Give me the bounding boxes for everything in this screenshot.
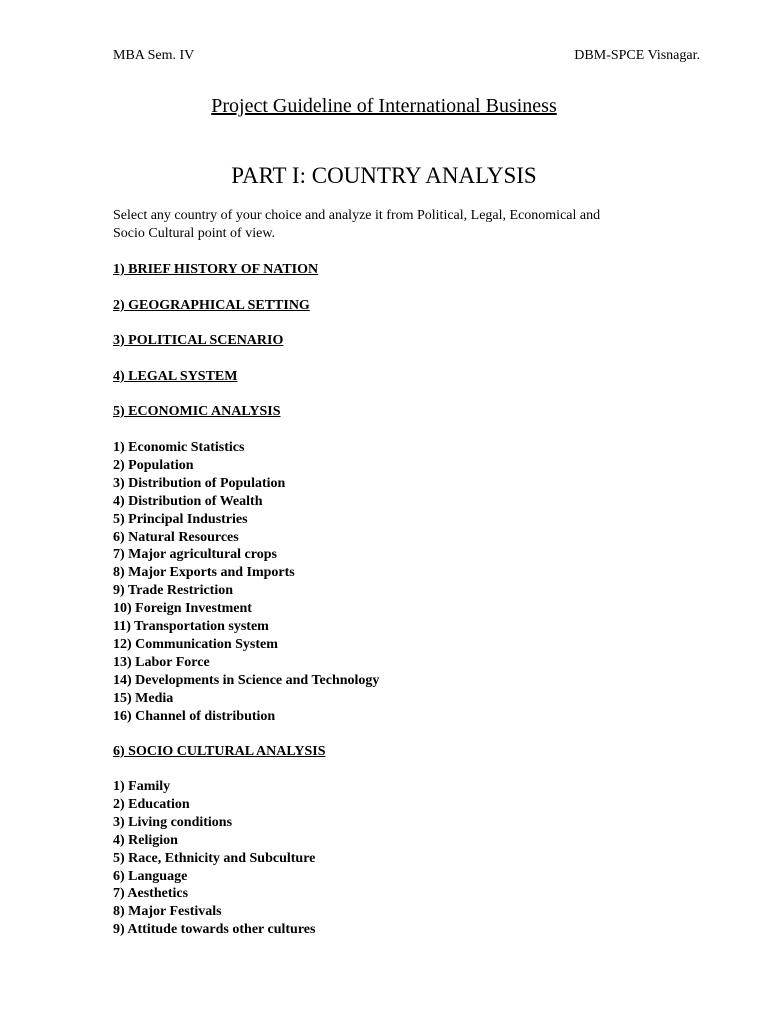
section-heading-legal: 4) LEGAL SYSTEM	[113, 369, 238, 384]
list-item: 4) Distribution of Wealth	[113, 493, 263, 509]
section-heading-geography: 2) GEOGRAPHICAL SETTING	[113, 298, 310, 313]
list-item: 12) Communication System	[113, 636, 278, 652]
list-item: 2) Education	[113, 796, 190, 812]
list-item: 6) Natural Resources	[113, 529, 239, 545]
list-item: 5) Race, Ethnicity and Subculture	[113, 850, 316, 866]
list-item: 10) Foreign Investment	[113, 601, 252, 617]
section-heading-political: 3) POLITICAL SCENARIO	[113, 333, 284, 348]
list-item: 9) Trade Restriction	[113, 583, 234, 599]
section-heading-economic: 5) ECONOMIC ANALYSIS	[113, 404, 281, 419]
list-item: 1) Economic Statistics	[113, 440, 245, 455]
section-heading-history: 1) BRIEF HISTORY OF NATION	[113, 262, 319, 277]
document-title	[0, 94, 768, 118]
list-item: 8) Major Festivals	[113, 904, 222, 920]
section-heading-socio-cultural: 6) SOCIO CULTURAL ANALYSIS	[113, 744, 326, 759]
header-left: MBA Sem. IV	[113, 48, 195, 63]
list-item: 3) Living conditions	[113, 814, 233, 830]
list-item: 16) Channel of distribution	[113, 708, 276, 724]
header-right: DBM-SPCE Visnagar.	[574, 48, 700, 63]
intro-paragraph	[113, 207, 673, 243]
list-item: 7) Major agricultural crops	[113, 547, 277, 563]
list-item: 1) Family	[113, 779, 171, 794]
list-item: 14) Developments in Science and Technology	[113, 672, 380, 688]
page-header	[113, 48, 700, 64]
list-item: 5) Principal Industries	[113, 511, 248, 527]
intro-line-1: Select any country of your choice and analyze it from Political, Legal, Economical and	[113, 208, 601, 223]
list-item: 7) Aesthetics	[113, 886, 189, 902]
list-item: 15) Media	[113, 690, 174, 706]
list-item: 8) Major Exports and Imports	[113, 565, 295, 581]
economic-analysis-list	[113, 439, 379, 726]
list-item: 13) Labor Force	[113, 654, 210, 670]
list-item: 4) Religion	[113, 832, 178, 848]
list-item: 11) Transportation system	[113, 619, 269, 635]
list-item: 3) Distribution of Population	[113, 475, 286, 491]
intro-line-2: Socio Cultural point of view.	[113, 226, 276, 241]
list-item: 6) Language	[113, 868, 188, 884]
document-title-text: Project Guideline of International Business	[211, 95, 557, 117]
part-title: PART I: COUNTRY ANALYSIS	[231, 163, 537, 188]
list-item: 9) Attitude towards other cultures	[113, 922, 316, 938]
list-item: 2) Population	[113, 457, 194, 473]
socio-cultural-list	[113, 778, 315, 939]
